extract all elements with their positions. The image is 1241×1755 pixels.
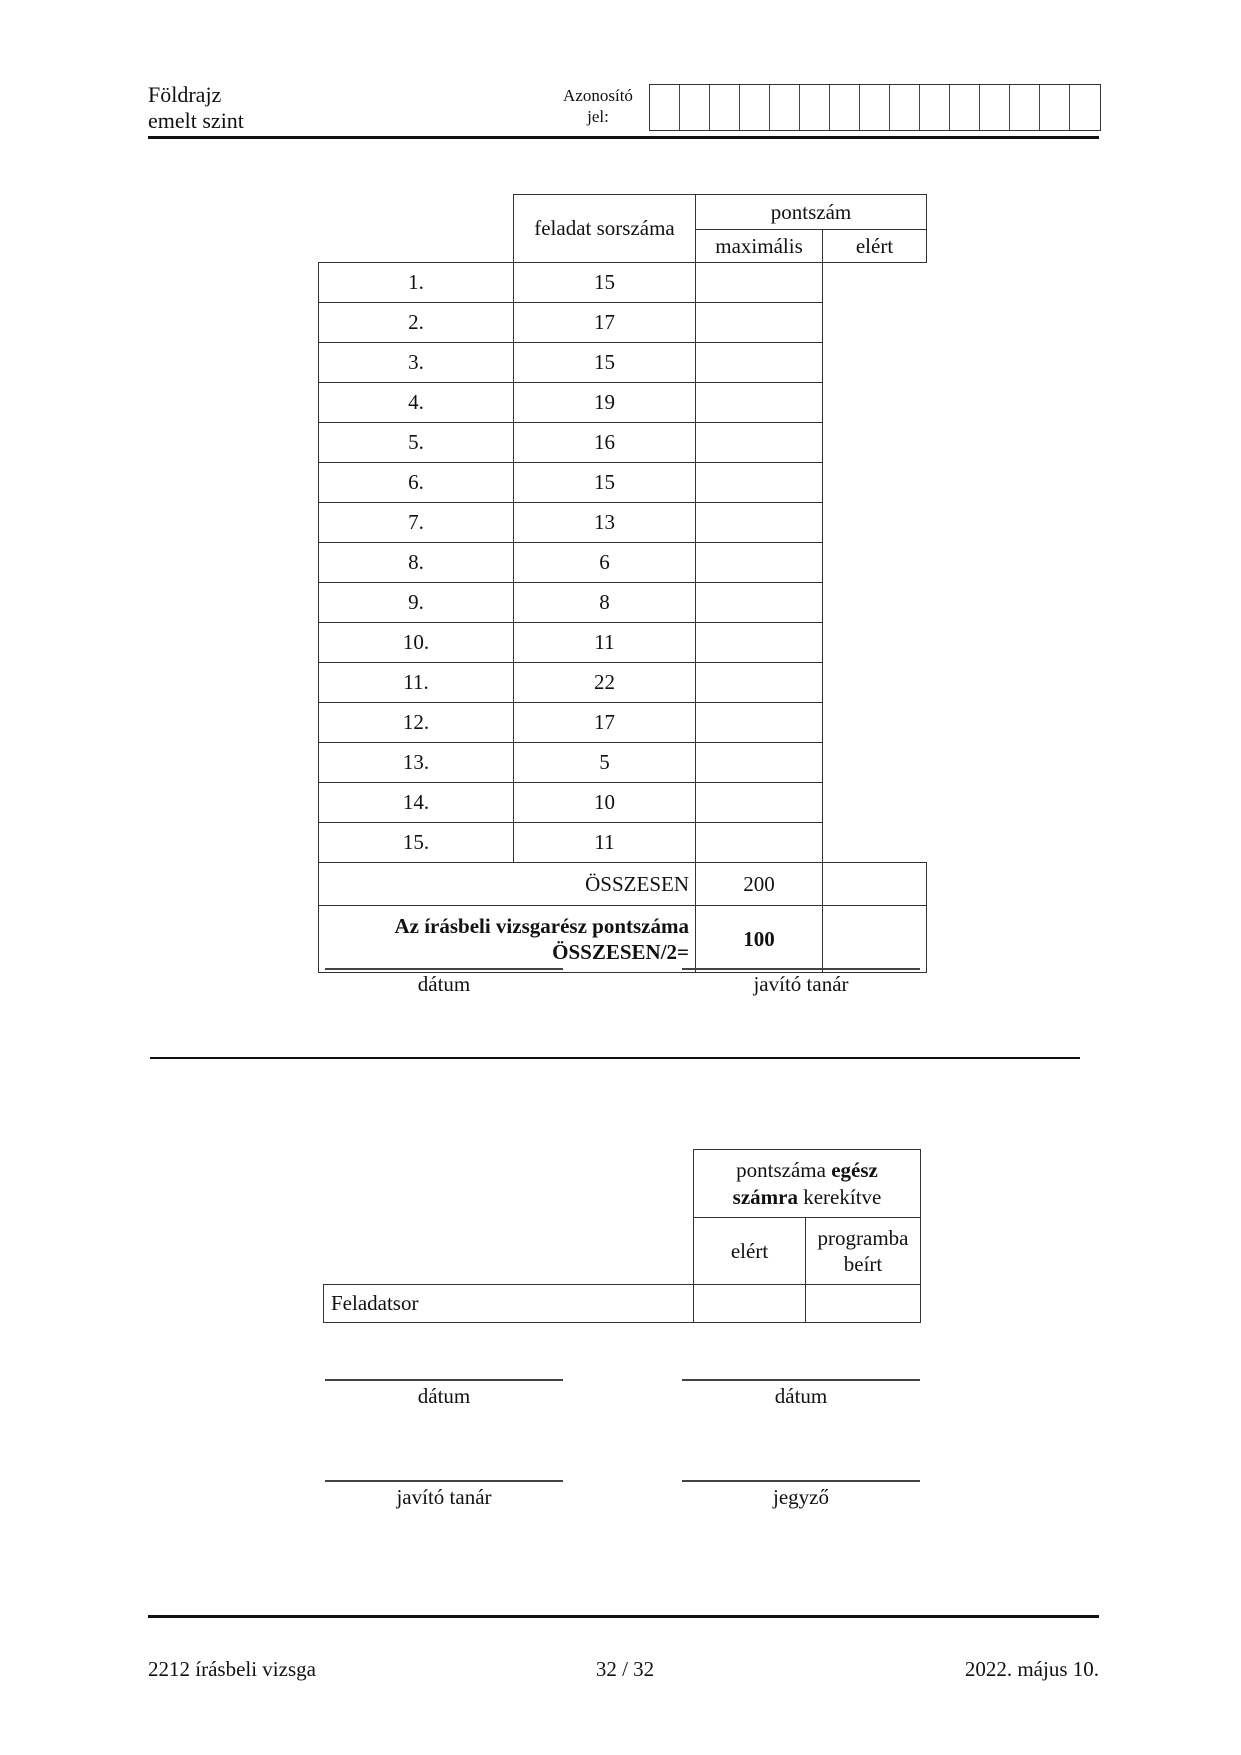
max-points: 15 — [514, 343, 696, 383]
table-row — [319, 543, 927, 583]
id-box[interactable] — [950, 85, 980, 130]
rounded-header-bold1: egész — [831, 1157, 878, 1182]
table-spacer — [319, 195, 514, 263]
final-max: 100 — [696, 906, 823, 973]
teacher-label-2: javító tanár — [396, 1485, 492, 1509]
achieved-points-field[interactable] — [696, 663, 823, 703]
achieved-points-field[interactable] — [696, 623, 823, 663]
table-row — [319, 783, 927, 823]
task-number: 5. — [319, 423, 514, 463]
task-number: 10. — [319, 623, 514, 663]
table-row — [319, 423, 927, 463]
col-header-task: feladat sorszáma — [514, 195, 696, 263]
teacher-signature-line-2 — [325, 1480, 563, 1482]
task-number: 1. — [319, 263, 514, 303]
achieved-points-field[interactable] — [696, 343, 823, 383]
task-number: 7. — [319, 503, 514, 543]
achieved-points-field[interactable] — [696, 303, 823, 343]
rounded-header-text1: pontszáma — [736, 1157, 832, 1182]
id-box[interactable] — [920, 85, 950, 130]
max-points: 11 — [514, 823, 696, 863]
final-achieved-field[interactable] — [823, 906, 927, 973]
table-row — [319, 663, 927, 703]
task-number: 9. — [319, 583, 514, 623]
date-label: dátum — [417, 972, 471, 996]
notary-label: jegyző — [773, 1485, 829, 1509]
col-header-entered-line2: beírt — [843, 1252, 883, 1276]
max-points: 10 — [514, 783, 696, 823]
id-box[interactable] — [740, 85, 770, 130]
max-points: 15 — [514, 263, 696, 303]
id-box[interactable] — [1010, 85, 1040, 130]
exam-code: 2212 írásbeli vizsga — [148, 1657, 316, 1681]
col-header-entered — [806, 1218, 921, 1285]
score-table — [318, 194, 927, 973]
final-label — [319, 906, 696, 973]
id-label-line2: jel: — [587, 107, 609, 126]
total-achieved-field[interactable] — [823, 863, 927, 906]
id-box[interactable] — [800, 85, 830, 130]
max-points: 17 — [514, 303, 696, 343]
table-row — [319, 463, 927, 503]
id-box[interactable] — [650, 85, 680, 130]
max-points: 8 — [514, 583, 696, 623]
table-row — [319, 263, 927, 303]
task-number: 8. — [319, 543, 514, 583]
max-points: 13 — [514, 503, 696, 543]
notary-signature-line — [682, 1480, 920, 1482]
col-header-points: pontszám — [696, 195, 927, 230]
total-label: ÖSSZESEN — [319, 863, 696, 906]
achieved-points-field[interactable] — [696, 423, 823, 463]
task-number: 12. — [319, 703, 514, 743]
subject-title: Földrajz — [148, 82, 222, 107]
achieved-points-field[interactable] — [696, 703, 823, 743]
id-box[interactable] — [770, 85, 800, 130]
final-label-line1: Az írásbeli vizsgarész pontszáma — [394, 914, 689, 938]
achieved-points-field[interactable] — [696, 463, 823, 503]
max-points: 11 — [514, 623, 696, 663]
section-separator — [150, 1057, 1080, 1059]
id-box[interactable] — [1040, 85, 1070, 130]
col-header-achieved: elért — [823, 230, 927, 263]
achieved-points-field[interactable] — [696, 823, 823, 863]
id-box[interactable] — [830, 85, 860, 130]
table-row — [319, 623, 927, 663]
id-box[interactable] — [710, 85, 740, 130]
task-number: 6. — [319, 463, 514, 503]
rounded-achieved-field[interactable] — [694, 1285, 806, 1323]
rounded-header-text2: kerekítve — [797, 1184, 882, 1209]
teacher-label: javító tanár — [753, 972, 849, 996]
col-header-rounded-achieved: elért — [694, 1218, 806, 1285]
task-number: 2. — [319, 303, 514, 343]
subject-level: emelt szint — [148, 108, 244, 133]
table2-spacer — [324, 1150, 694, 1285]
rounded-entered-field[interactable] — [806, 1285, 921, 1323]
date-signature-line — [325, 968, 563, 970]
max-points: 19 — [514, 383, 696, 423]
table-row — [319, 503, 927, 543]
achieved-points-field[interactable] — [696, 383, 823, 423]
rounded-score-table — [323, 1149, 921, 1323]
date-signature-line-3 — [682, 1379, 920, 1381]
task-number: 3. — [319, 343, 514, 383]
table-row — [319, 703, 927, 743]
footer-divider — [148, 1615, 1099, 1618]
teacher-signature-line — [682, 968, 920, 970]
page-number: 32 / 32 — [595, 1657, 655, 1681]
max-points: 15 — [514, 463, 696, 503]
header-divider — [148, 136, 1099, 139]
task-number: 4. — [319, 383, 514, 423]
achieved-points-field[interactable] — [696, 263, 823, 303]
max-points: 22 — [514, 663, 696, 703]
achieved-points-field[interactable] — [696, 783, 823, 823]
date-label-2: dátum — [417, 1384, 471, 1408]
date-signature-line-2 — [325, 1379, 563, 1381]
final-label-line2: ÖSSZESEN/2= — [552, 940, 689, 964]
task-number: 13. — [319, 743, 514, 783]
row-label-feladatsor: Feladatsor — [324, 1285, 694, 1323]
total-max: 200 — [696, 863, 823, 906]
achieved-points-field[interactable] — [696, 743, 823, 783]
id-box[interactable] — [680, 85, 710, 130]
task-number: 14. — [319, 783, 514, 823]
achieved-points-field[interactable] — [696, 583, 823, 623]
id-boxes — [649, 84, 1101, 131]
exam-date: 2022. május 10. — [964, 1657, 1099, 1681]
achieved-points-field[interactable] — [696, 543, 823, 583]
col-header-entered-line1: programba — [817, 1226, 909, 1250]
table-row — [319, 303, 927, 343]
max-points: 6 — [514, 543, 696, 583]
id-box[interactable] — [860, 85, 890, 130]
col-header-max: maximális — [696, 230, 823, 263]
id-label-line1: Azonosító — [563, 86, 633, 105]
task-number: 11. — [319, 663, 514, 703]
achieved-points-field[interactable] — [696, 503, 823, 543]
table-row — [319, 383, 927, 423]
date-label-3: dátum — [774, 1384, 828, 1408]
task-number: 15. — [319, 823, 514, 863]
max-points: 17 — [514, 703, 696, 743]
rounded-header-bold2: számra — [732, 1184, 798, 1209]
table-row — [319, 743, 927, 783]
max-points: 16 — [514, 423, 696, 463]
id-box[interactable] — [980, 85, 1010, 130]
rounded-header — [694, 1150, 921, 1218]
id-label — [553, 85, 643, 127]
table-row — [319, 583, 927, 623]
id-box[interactable] — [1070, 85, 1100, 130]
id-box[interactable] — [890, 85, 920, 130]
max-points: 5 — [514, 743, 696, 783]
table-row — [319, 823, 927, 863]
table-row — [319, 343, 927, 383]
